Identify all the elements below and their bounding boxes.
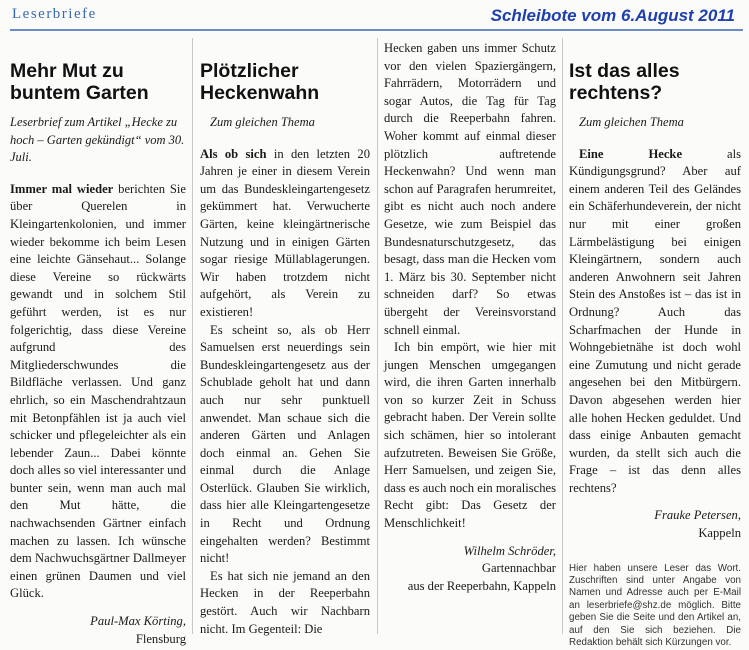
letter-3-author: Frauke Petersen, (654, 508, 741, 523)
letter-1-subtitle: Leserbrief zum Artikel „Hecke zu hoch – Garten gekündigt“ vom 30. Juli. (10, 115, 185, 165)
letter-1-text: berichten Sie über Querelen in Kleingartenkolonien, und immer wieder bekomme ich beim Lesen eine leichte Gänsehaut... Solange diese Vereine so rückwärts gewandt und in solchem Stil geführt werden, ist es nur folgerichtig, dass diese Vereine aufgrund des Mitgliederschwundes die Bildfläche verlassen. Und ganz ehrlich, so ein Maschendrahtzaun mit Betonpfählen ist ja auch viel schicker und pflegeleichter als ein lebender Zaun... Dabei könnte doch alles so viel interessanter und bunter sein, wenn man auch mal den Mut hätte, die nachwachsenden Gärtner einfach machen zu lassen. Ich wünsche dem Nachwuchsgärtner Dallmeyer einen grünen Daumen und viel Glück. (10, 181, 186, 601)
letter-2-subtitle: Zum gleichen Thema (210, 115, 315, 129)
letter-3-body (569, 146, 741, 498)
letter-1-title: Mehr Mut zu buntem Garten (10, 60, 149, 104)
letter-2-title: Plötzlicher Heckenwahn (200, 60, 320, 104)
column-divider (192, 38, 193, 634)
letter-1-lead: Immer mal wieder (10, 181, 114, 196)
letter-2-paragraph-1 (200, 146, 370, 322)
letter-3-place: Kappeln (698, 526, 741, 541)
letter-3 (569, 38, 741, 650)
letter-3-subtitle: Zum gleichen Thema (579, 115, 684, 129)
letter-2 (200, 38, 370, 638)
masthead: Schleibote vom 6.August 2011 (490, 6, 735, 25)
letter-2-paragraph-4: Ich bin empört, wie hier mit jungen Menschen umgegangen wird, die ihren Garten innerhalb von so kurzer Zeit in Schuss gebracht haben. Der Verein sollte sich schämen, hier so intolerant aufzutreten. Beweisen Sie Größe, Herr Samuelsen, und zeigen Sie, dass es auch noch ein moralisches Recht gibt: Das Gesetz der Menschlichkeit! (384, 340, 556, 531)
editor-note: Hier haben unsere Leser das Wort. Zuschriften sind unter Angabe von Namen und Adresse auch per E-Mail an leserbriefe@shz.de möglich. Bitte geben Sie die Seite und den Artikel an, auf den Sie sich beziehen. Die Redaktion behält sich Kürzungen vor. (569, 562, 741, 649)
letter-1-body (10, 181, 186, 603)
letter-2-paragraph-3: Es hat sich nie jemand an den Hecken in der Reeperbahn gestört. Auch wir Nachbarn nicht. Im Gegenteil: Die (200, 568, 370, 636)
letter-2-address: aus der Reeperbahn, Kappeln (407, 578, 556, 593)
letter-3-lead: Eine Hecke (579, 146, 683, 161)
column-divider (377, 38, 378, 634)
section-label: Leserbriefe (12, 6, 97, 22)
letter-2-text: in den letzten 20 Jahren je einer in diesem Verein um das Bundeskleingartengesetz gekümmert hat. Verwucherte Gärten, keine kleingärtnerische Nutzung und in einigen Gärten sogar riesige Müllablagerungen. Wir haben trotzdem nicht aufgehört, als Verein zu existieren! (200, 146, 370, 319)
letter-2-lead: Als ob sich (200, 146, 267, 161)
letter-1-place: Flensburg (135, 631, 186, 646)
letter-2-affiliation: Gartennachbar (481, 561, 556, 576)
letter-2-author: Wilhelm Schröder, (463, 543, 556, 558)
letter-3-title: Ist das alles rechtens? (569, 60, 680, 104)
letter-3-text: als Kündigungsgrund? Aber auf einem anderen Teil des Geländes ein Schäferhundeverein, der nicht nur mit einer großen Lärmbelästigung bei einigen Kleingärtnern, sondern auch anderen Anwohnern seit Jahren Stein des Anstoßes ist – das ist in Ordnung? Auch das Scharfmachen der Hunde in Wohngebietnähe ist doch wohl eine Zumutung und nicht gerade angesehen bei den Mitbürgern. Davon abgesehen werden hier alle hohen Hecken geduldet. Und dass einige Anbauten gemacht wurden, da stellt sich auch die Frage – ist das denn alles rechtens? (569, 146, 741, 495)
top-rule (10, 29, 743, 31)
letter-2-paragraph-2: Es scheint so, als ob Herr Samuelsen erst neuerdings sein Bundeskleingartengesetz aus der Schublade geholt hat und dann auch nur sehr punktuell anwendet. Man schaue sich die anderen Gärten und Anlagen doch einmal an. Gehen Sie einmal durch die Anlage Osterlück. Glauben Sie wirklich, dass hier alle Kleingartengesetze in Recht und Ordnung eingehalten werden? Bestimmt nicht! (200, 322, 370, 566)
letter-2-continued (384, 40, 556, 595)
letter-1 (10, 38, 186, 648)
letter-2-paragraph-3-cont: Hecken gaben uns immer Schutz vor den vielen Spaziergängern, Fahrrädern, Motorrädern und sogar Autos, die Tag für Tag durch die Reeperbahn fahren. Woher kommt auf einmal dieser plötzlich auftretende Heckenwahn? Und wenn man schon auf Paragrafen herumreitet, gibt es nicht auch noch andere Gesetze, wie zum Beispiel das Bundesnaturschutzgesetz, das besagt, dass man die Hecken vom 1. März bis 30. September nicht schneiden darf? So etwas übergeht der Vereinsvorstand schnell einmal. (384, 41, 556, 337)
column-divider (562, 38, 563, 634)
letter-1-author: Paul-Max Körting, (90, 614, 186, 629)
